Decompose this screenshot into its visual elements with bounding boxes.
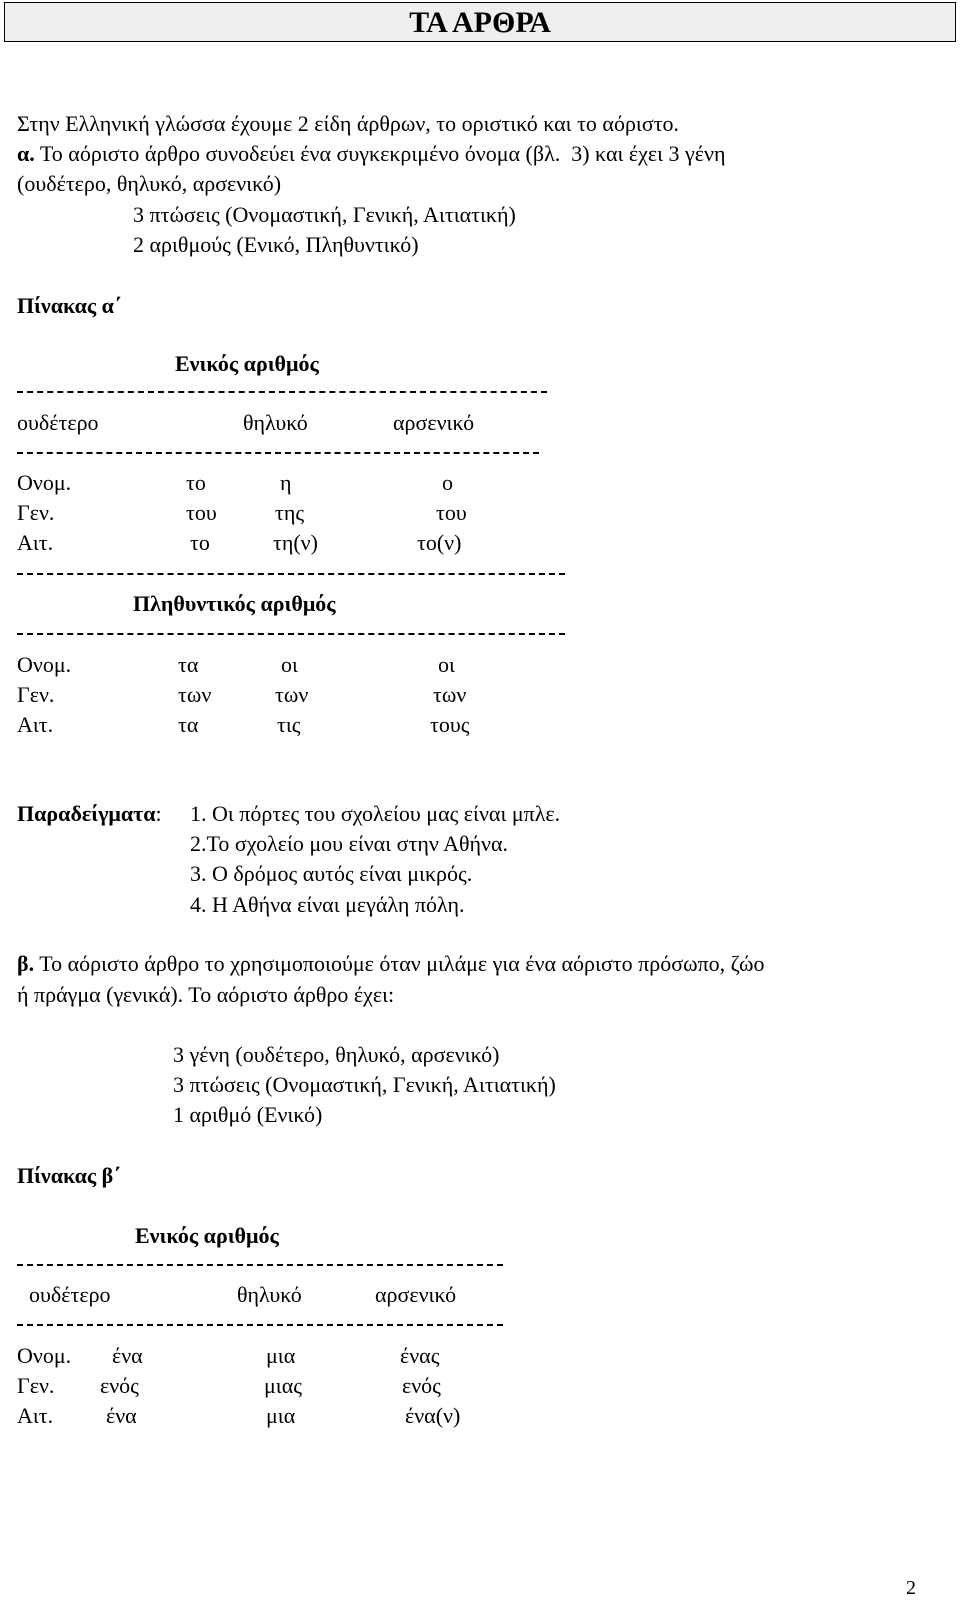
- article-neuter: τα: [178, 712, 199, 737]
- beta-numbers: 1 αριθμό (Ενικό): [173, 1102, 323, 1127]
- article-masculine: ένας: [400, 1343, 440, 1368]
- case-label: Ονομ.: [17, 470, 72, 495]
- article-feminine: τη(ν): [273, 530, 318, 555]
- examples-colon: :: [155, 801, 162, 826]
- intro-numbers: 2 αριθμούς (Ενικό, Πληθυντικό): [133, 232, 419, 257]
- article-masculine: οι: [438, 652, 455, 677]
- article-neuter: ένα: [106, 1403, 137, 1428]
- article-feminine: τις: [277, 712, 301, 737]
- article-masculine: ενός: [402, 1373, 441, 1398]
- article-feminine: οι: [281, 652, 298, 677]
- article-feminine: της: [275, 500, 305, 525]
- table-b-label: Πίνακας β΄: [17, 1163, 121, 1188]
- beta-text: Το αόριστο άρθρο το χρησιμοποιούμε όταν μιλάμε για ένα αόριστο πρόσωπο, ζώο: [34, 951, 765, 976]
- article-masculine: ένα(ν): [405, 1403, 461, 1428]
- article-neuter: των: [178, 682, 212, 707]
- table-a-header-neuter: ουδέτερο: [17, 410, 99, 435]
- case-label: Γεν.: [17, 682, 55, 707]
- divider: [17, 633, 565, 635]
- table-a-header-feminine: θηλυκό: [243, 410, 308, 435]
- case-label: Ονομ.: [17, 1343, 72, 1368]
- divider: [17, 573, 565, 575]
- divider: [17, 1264, 503, 1266]
- article-neuter: ένα: [112, 1343, 143, 1368]
- case-label: Αιτ.: [17, 712, 54, 737]
- list-item: 1. Οι πόρτες του σχολείου μας είναι μπλε.: [190, 801, 561, 826]
- divider: [17, 452, 539, 454]
- table-a-plural-heading: Πληθυντικός αριθμός: [133, 591, 336, 616]
- article-masculine: ο: [442, 470, 453, 495]
- intro-genders: (ουδέτερο, θηλυκό, αρσενικό): [17, 171, 282, 196]
- beta-paragraph: [17, 950, 764, 978]
- table-a-singular-heading: Ενικός αριθμός: [175, 351, 319, 376]
- case-label: Ονομ.: [17, 652, 72, 677]
- table-b-header-neuter: ουδέτερο: [29, 1282, 111, 1307]
- divider: [17, 391, 547, 393]
- article-masculine: των: [433, 682, 467, 707]
- table-b-singular-heading: Ενικός αριθμός: [135, 1223, 279, 1248]
- article-neuter: του: [186, 500, 217, 525]
- case-label: Γεν.: [17, 1373, 55, 1398]
- beta-label: β.: [17, 951, 35, 976]
- beta-text-continued: ή πράγμα (γενικά). Το αόριστο άρθρο έχει:: [17, 982, 395, 1007]
- divider: [17, 1324, 503, 1326]
- table-b-header-feminine: θηλυκό: [237, 1282, 302, 1307]
- alpha-text: Το αόριστο άρθρο συνοδεύει ένα συγκεκριμένο όνομα (βλ. 3) και έχει 3 γένη: [34, 141, 726, 166]
- beta-genders: 3 γένη (ουδέτερο, θηλυκό, αρσενικό): [173, 1042, 500, 1067]
- list-item: 2.Το σχολείο μου είναι στην Αθήνα.: [190, 831, 508, 856]
- article-neuter: το: [186, 470, 206, 495]
- article-neuter: ενός: [100, 1373, 139, 1398]
- page-title: ΤΑ ΑΡΘΡΑ: [409, 6, 551, 39]
- article-feminine: μια: [266, 1403, 296, 1428]
- article-masculine: τους: [430, 712, 470, 737]
- article-feminine: των: [275, 682, 309, 707]
- article-neuter: το: [190, 530, 210, 555]
- examples-label-line: [17, 800, 162, 828]
- article-masculine: του: [436, 500, 467, 525]
- case-label: Αιτ.: [17, 530, 54, 555]
- page-number: 2: [906, 1577, 916, 1599]
- table-a-header-masculine: αρσενικό: [393, 410, 475, 435]
- alpha-label: α.: [17, 141, 35, 166]
- table-a-label: Πίνακας α΄: [17, 293, 122, 318]
- list-item: 3. Ο δρόμος αυτός είναι μικρός.: [190, 861, 473, 886]
- intro-cases: 3 πτώσεις (Ονομαστική, Γενική, Αιτιατική): [133, 202, 516, 227]
- examples-label: Παραδείγματα: [17, 801, 156, 826]
- title-box: [4, 2, 956, 42]
- article-feminine: μια: [266, 1343, 296, 1368]
- case-label: Αιτ.: [17, 1403, 54, 1428]
- table-b-header-masculine: αρσενικό: [375, 1282, 457, 1307]
- case-label: Γεν.: [17, 500, 55, 525]
- list-item: 4. Η Αθήνα είναι μεγάλη πόλη.: [190, 892, 465, 917]
- article-neuter: τα: [178, 652, 199, 677]
- article-masculine: το(ν): [417, 530, 462, 555]
- article-feminine: μιας: [264, 1373, 302, 1398]
- beta-cases: 3 πτώσεις (Ονομαστική, Γενική, Αιτιατική): [173, 1072, 556, 1097]
- article-feminine: η: [280, 470, 292, 495]
- alpha-paragraph: [17, 140, 725, 168]
- intro-line: Στην Ελληνική γλώσσα έχουμε 2 είδη άρθρων, το οριστικό και το αόριστο.: [17, 111, 680, 136]
